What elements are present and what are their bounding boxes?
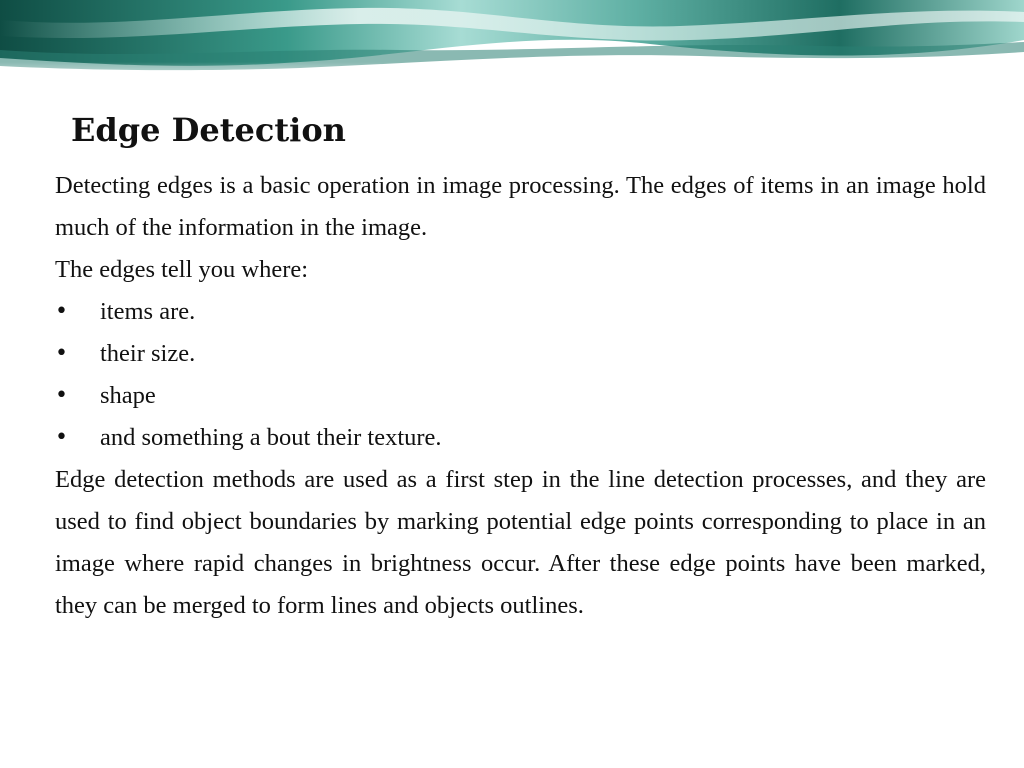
bullet-item [55,417,986,459]
bullet-text: shape [100,382,156,409]
bullet-text: their size. [100,340,196,367]
bullet-dot-icon: • [55,425,68,450]
bullet-text: items are. [100,298,196,325]
slide-title: Edge Detection [71,111,346,149]
intro-paragraph: Detecting edges is a basic operation in image processing. The edges of items in an image hold much of the information in the image. [55,172,986,241]
bullet-item [55,333,986,375]
bullet-item [55,291,986,333]
bullet-dot-icon: • [55,299,68,324]
bullet-list [55,291,986,459]
bullet-text: and something a bout their texture. [100,424,442,451]
bullet-dot-icon: • [55,383,68,408]
bullet-dot-icon: • [55,341,68,366]
bullet-item [55,375,986,417]
header-wave-banner [0,0,1024,90]
conclusion-paragraph: Edge detection methods are used as a first step in the line detection processes, and they are used to find object boundaries by marking potential edge points corresponding to place in an image where rapid changes in brightness occur. After these edge points have been marked, they can be merged to form lines and objects outlines. [55,466,986,619]
lead-line: The edges tell you where: [55,256,309,283]
slide-body [55,165,986,627]
